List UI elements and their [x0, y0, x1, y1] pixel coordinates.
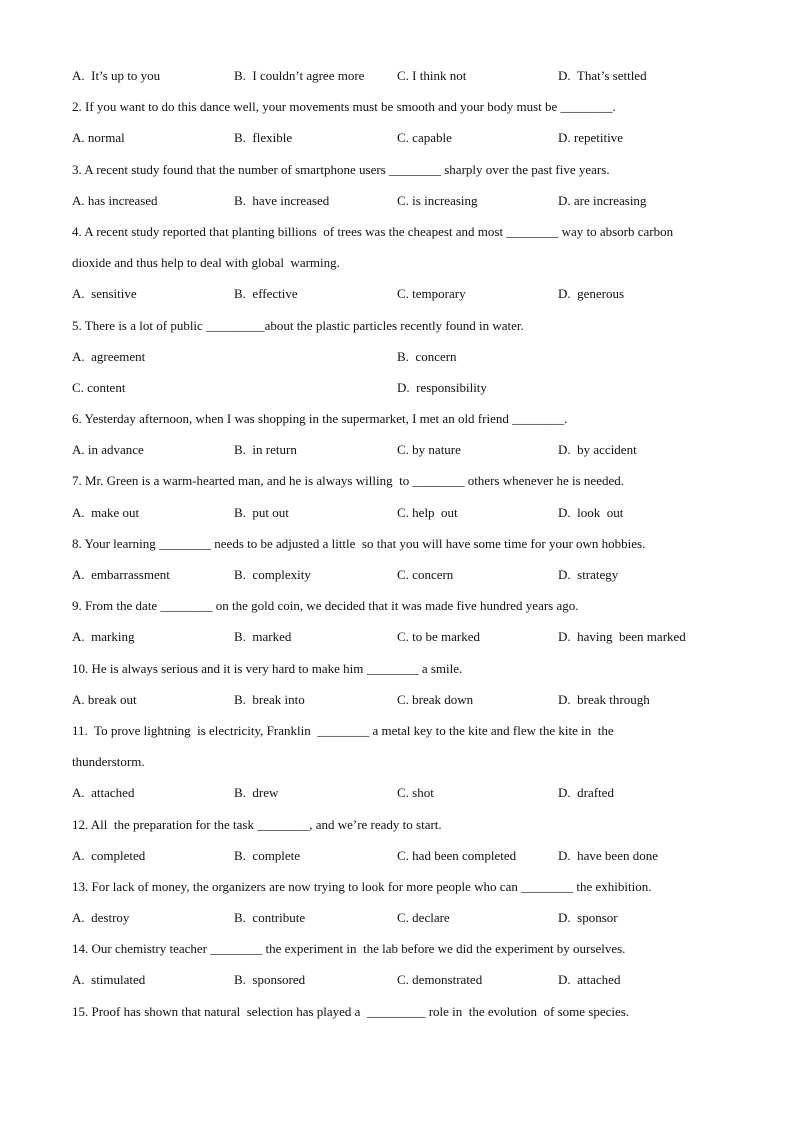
option-d: D. by accident	[558, 442, 637, 458]
option-c: C. demonstrated	[397, 972, 483, 988]
option-a: A. attached	[72, 785, 135, 801]
option-c: C. temporary	[397, 286, 466, 302]
question-text-line-1: 4. A recent study reported that planting billions of trees was the cheapest and most ________ way to absorb carbon	[72, 223, 674, 239]
option-c: C. capable	[397, 130, 452, 146]
option-c: C. shot	[397, 785, 434, 801]
question-9	[72, 592, 732, 623]
question-text: 7. Mr. Green is a warm-hearted man, and he is always willing to ________ others whenever he is needed.	[72, 473, 624, 489]
option-a: A. embarrassment	[72, 567, 170, 582]
option-a: A. has increased	[72, 192, 158, 208]
option-c: C. break down	[397, 691, 474, 707]
question-text: 2. If you want to do this dance well, your movements must be smooth and your body must be ________.	[72, 99, 616, 115]
question-text: 14. Our chemistry teacher ________ the experiment in the lab before we did the experiment by ourselves.	[72, 941, 626, 957]
question-8	[72, 530, 732, 561]
question-text: 10. He is always serious and it is very hard to make him ________ a smile.	[72, 660, 463, 676]
q5-options-row-2	[72, 374, 732, 405]
question-3	[72, 156, 732, 187]
option-c: C. by nature	[397, 442, 461, 458]
question-text: 13. For lack of money, the organizers are now trying to look for more people who can ________ the exhibition.	[72, 878, 652, 894]
option-c: C. had been completed	[397, 847, 517, 863]
option-c: C. help out	[397, 504, 458, 520]
option-d: D. are increasing	[558, 192, 647, 208]
q1-options	[72, 62, 732, 93]
question-text: 8. Your learning ________ needs to be adjusted a little so that you will have some time for your own hobbies.	[72, 535, 646, 551]
option-c: C. I think not	[397, 68, 467, 83]
option-c: C. is increasing	[397, 192, 478, 208]
option-d: D. generous	[558, 286, 625, 302]
question-4-cont	[72, 249, 732, 280]
option-b: B. complete	[234, 847, 301, 863]
q14-options	[72, 966, 732, 997]
option-d: D. strategy	[558, 567, 619, 582]
option-b: B. sponsored	[234, 972, 306, 988]
q12-options	[72, 842, 732, 873]
q7-options	[72, 499, 732, 530]
question-14	[72, 935, 732, 966]
question-4	[72, 218, 732, 249]
q10-options	[72, 686, 732, 717]
question-text: 6. Yesterday afternoon, when I was shopping in the supermarket, I met an old friend ________.	[72, 411, 568, 427]
option-c: C. declare	[397, 910, 450, 926]
question-5	[72, 312, 732, 343]
q4-options	[72, 280, 732, 311]
option-c: C. content	[72, 379, 126, 395]
question-text: 12. All the preparation for the task ________, and we’re ready to start.	[72, 816, 442, 832]
option-d: D. drafted	[558, 785, 614, 801]
q11-options	[72, 779, 732, 810]
worksheet-page	[72, 62, 732, 1029]
option-d: D. have been done	[558, 847, 658, 863]
option-c: C. concern	[397, 567, 454, 582]
option-b: B. have increased	[234, 192, 330, 208]
question-text: 5. There is a lot of public _________about the plastic particles recently found in water.	[72, 317, 524, 333]
option-a: A. destroy	[72, 910, 130, 926]
option-d: D. break through	[558, 691, 650, 707]
q9-options	[72, 623, 732, 654]
option-b: B. break into	[234, 691, 305, 707]
option-a: A. in advance	[72, 442, 144, 458]
question-10	[72, 655, 732, 686]
option-b: B. flexible	[234, 130, 293, 146]
option-b: B. effective	[234, 286, 298, 302]
option-a: A. break out	[72, 691, 137, 707]
option-a: A. normal	[72, 130, 125, 146]
question-12	[72, 811, 732, 842]
question-text-line-1: 11. To prove lightning is electricity, Franklin ________ a metal key to the kite and flew the kite in the	[72, 722, 614, 738]
option-a: A. completed	[72, 847, 146, 863]
option-a: A. stimulated	[72, 972, 146, 988]
option-b: B. I couldn’t agree more	[234, 68, 365, 83]
option-a: A. agreement	[72, 348, 146, 364]
q8-options	[72, 561, 732, 592]
option-b: B. complexity	[234, 567, 311, 582]
q6-options	[72, 436, 732, 467]
option-b: B. concern	[397, 348, 457, 364]
option-b: B. put out	[234, 504, 289, 520]
option-c: C. to be marked	[397, 629, 481, 645]
option-d: D. having been marked	[558, 629, 686, 645]
question-6	[72, 405, 732, 436]
option-a: A. sensitive	[72, 286, 137, 302]
option-b: B. marked	[234, 629, 292, 645]
option-a: A. marking	[72, 629, 135, 645]
question-2	[72, 93, 732, 124]
question-text-line-2: thunderstorm.	[72, 754, 145, 770]
question-7	[72, 467, 732, 498]
question-11-cont	[72, 748, 732, 779]
q13-options	[72, 904, 732, 935]
q5-options-row-1	[72, 343, 732, 374]
option-d: D. repetitive	[558, 130, 623, 146]
q3-options	[72, 187, 732, 218]
question-text: 3. A recent study found that the number of smartphone users ________ sharply over the past five years.	[72, 161, 610, 177]
option-b: B. in return	[234, 442, 297, 458]
question-15	[72, 998, 732, 1029]
q2-options	[72, 124, 732, 155]
question-text-line-2: dioxide and thus help to deal with global warming.	[72, 255, 340, 271]
question-13	[72, 873, 732, 904]
option-d: D. attached	[558, 972, 621, 988]
option-a: A. make out	[72, 504, 140, 520]
option-d: D. responsibility	[397, 379, 487, 395]
option-b: B. drew	[234, 785, 279, 801]
option-d: D. That’s settled	[558, 68, 647, 83]
option-b: B. contribute	[234, 910, 306, 926]
question-text: 15. Proof has shown that natural selection has played a _________ role in the evolution of some species.	[72, 1003, 630, 1019]
option-d: D. sponsor	[558, 910, 618, 926]
option-d: D. look out	[558, 504, 624, 520]
option-a: A. It’s up to you	[72, 68, 161, 83]
question-text: 9. From the date ________ on the gold coin, we decided that it was made five hundred years ago.	[72, 598, 579, 614]
question-11	[72, 717, 732, 748]
